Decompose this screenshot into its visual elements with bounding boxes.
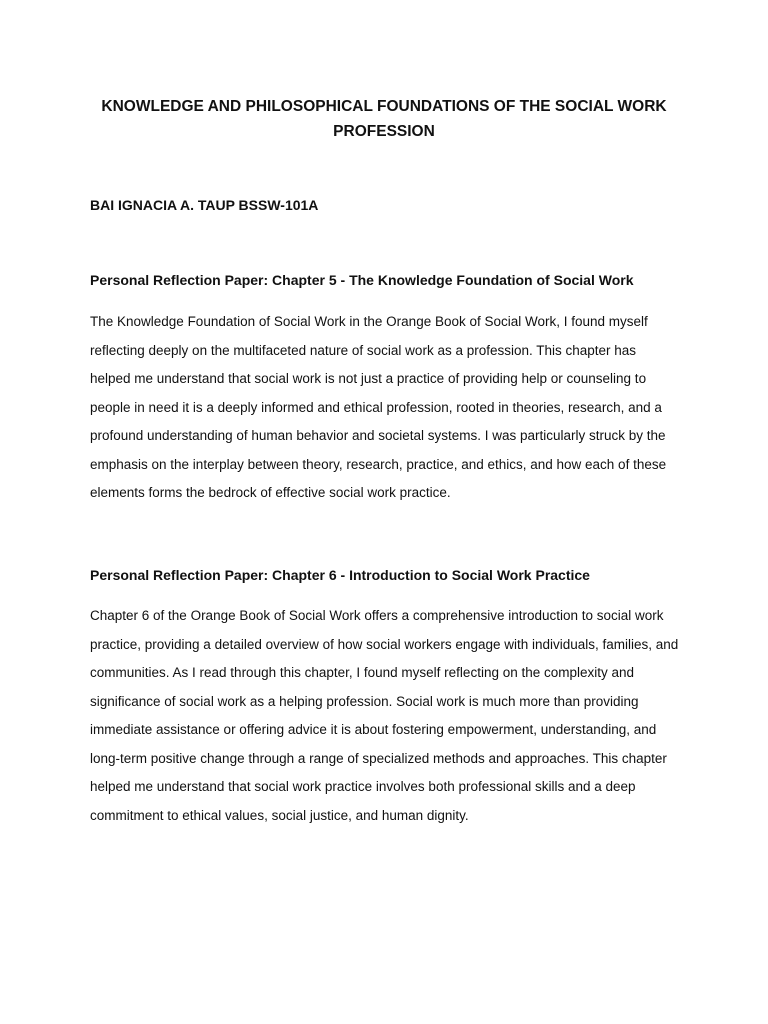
document-title: KNOWLEDGE AND PHILOSOPHICAL FOUNDATIONS OF THE SOCIAL WORK PROFESSION [101,98,667,140]
section-body-chapter-6: Chapter 6 of the Orange Book of Social Work offers a comprehensive introduction to social work practice, providing a detailed overview of how social workers engage with individuals, families, and communities. As I read through this chapter, I found myself reflecting on the complexity and significance of social work as a helping profession. Social work is much more than providing immediate assistance or offering advice it is about fostering empowerment, understanding, and long-term positive change through a range of specialized methods and approaches. This chapter helped me understand that social work practice involves both professional skills and a deep commitment to ethical values, social justice, and human dignity. [90,608,679,823]
author-line: BAI IGNACIA A. TAUP BSSW-101A [90,197,319,213]
section-heading-chapter-6: Personal Reflection Paper: Chapter 6 - Introduction to Social Work Practice [90,567,590,583]
section-body-chapter-5: The Knowledge Foundation of Social Work in the Orange Book of Social Work, I found myself reflecting deeply on the multifaceted nature of social work as a profession. This chapter has helped me understand that social work is not just a practice of providing help or counseling to people in need it is a deeply informed and ethical profession, rooted in theories, research, and a profound understanding of human behavior and societal systems. I was particularly struck by the emphasis on the interplay between theory, research, practice, and ethics, and how each of these elements forms the bedrock of effective social work practice. [90,314,667,500]
section-heading-chapter-5: Personal Reflection Paper: Chapter 5 - The Knowledge Foundation of Social Work [90,272,634,288]
